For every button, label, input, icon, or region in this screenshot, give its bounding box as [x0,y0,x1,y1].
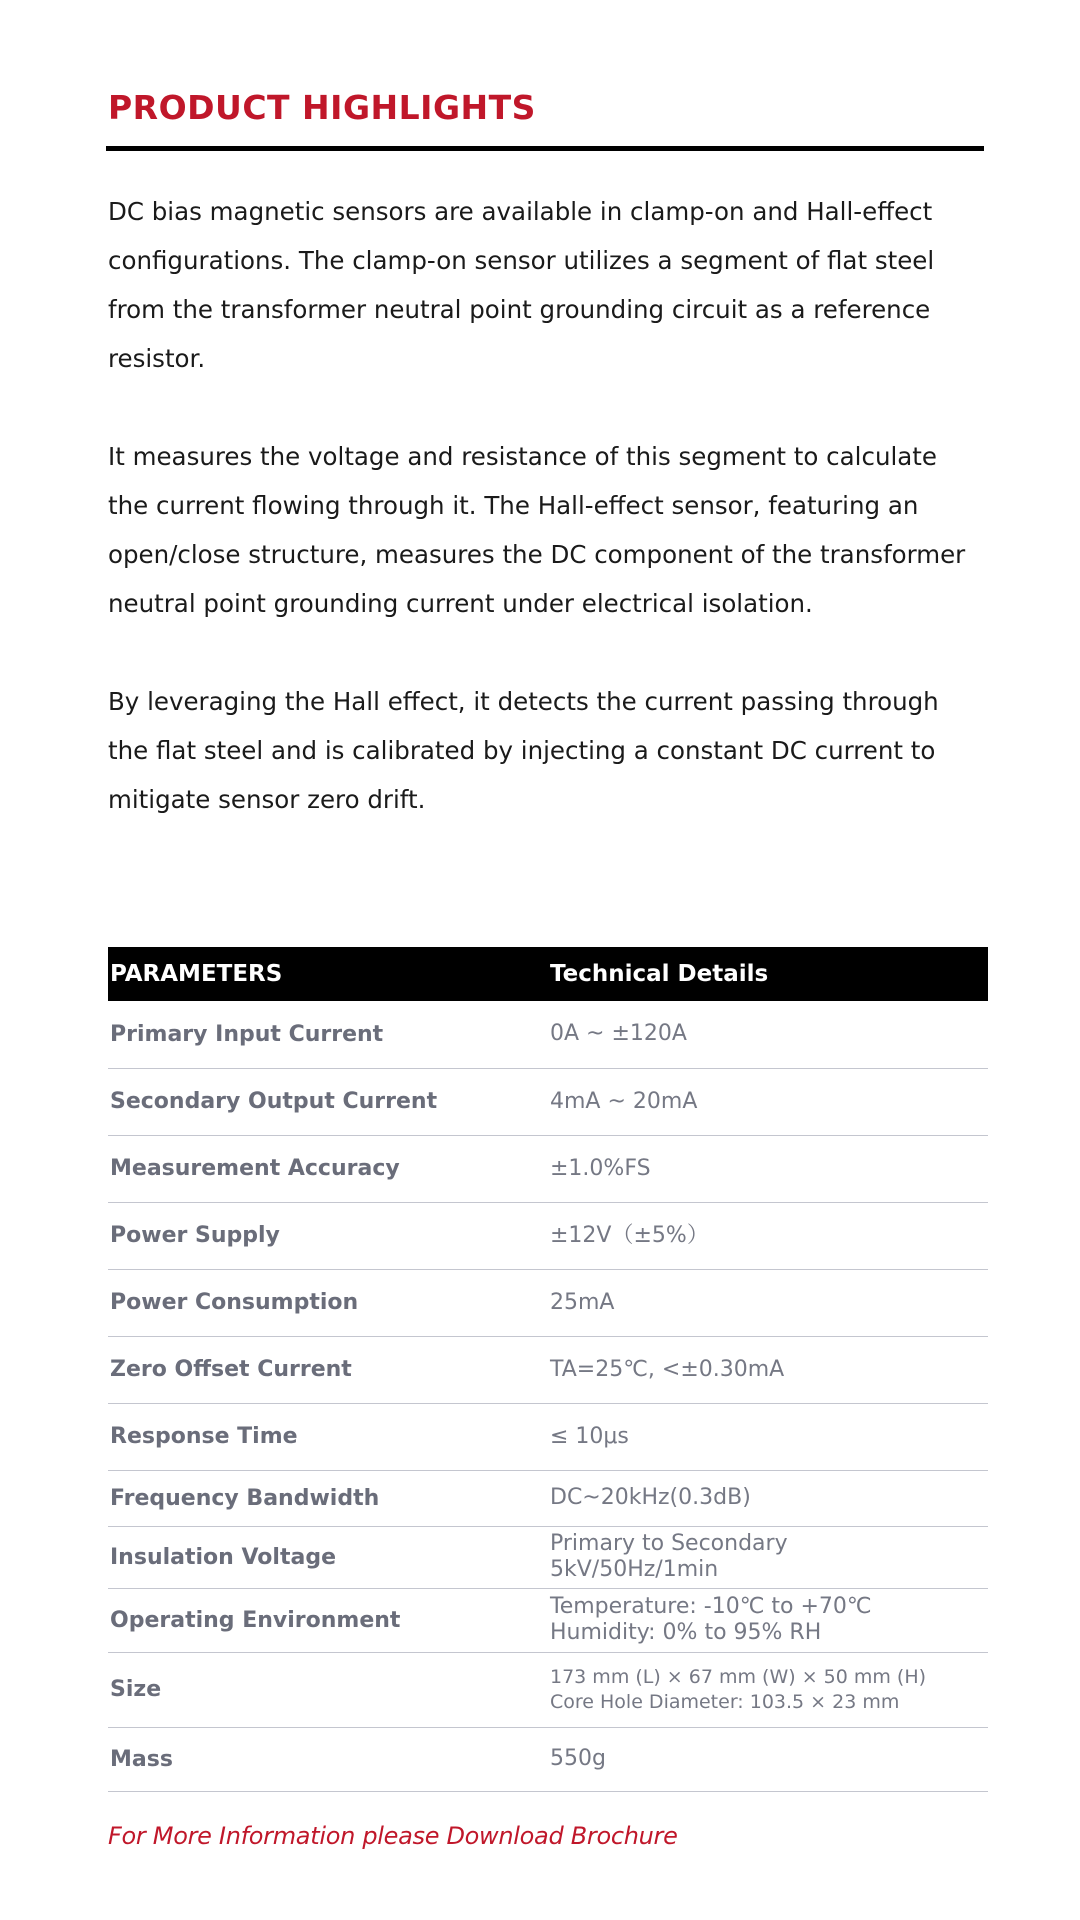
value-line: Temperature: -10℃ to +70℃ [550,1594,872,1619]
header-technical-details: Technical Details [548,947,988,1001]
parameter-value [548,1202,988,1269]
spec-table-header [108,947,988,1001]
parameter-name: Insulation Voltage [108,1526,548,1588]
table-row [108,1727,988,1791]
download-brochure-link[interactable]: For More Information please Download Brochure [108,1822,678,1850]
parameter-value [548,1526,988,1588]
table-row [108,1001,988,1068]
description [108,187,984,824]
table-row [108,1269,988,1336]
parameter-value [548,1403,988,1470]
table-row [108,1526,988,1588]
parameter-value [548,1588,988,1652]
parameter-name: Primary Input Current [108,1001,548,1068]
table-row [108,1068,988,1135]
value-line: Humidity: 0% to 95% RH [550,1620,822,1645]
header-parameters: PARAMETERS [108,947,548,1001]
parameter-name: Mass [108,1727,548,1791]
table-row [108,1588,988,1652]
value-line: DC~20kHz(0.3dB) [550,1485,751,1510]
value-line: 173 mm (L) × 67 mm (W) × 50 mm (H) [550,1665,927,1688]
parameter-value [548,1470,988,1526]
parameter-value [548,1652,988,1727]
table-row [108,1202,988,1269]
table-row [108,1135,988,1202]
value-line: TA=25℃, <±0.30mA [550,1356,785,1382]
value-line: 25mA [550,1289,615,1315]
value-line: ±1.0%FS [550,1155,651,1181]
parameter-name: Secondary Output Current [108,1068,548,1135]
parameter-name: Power Supply [108,1202,548,1269]
table-row [108,1652,988,1727]
parameter-name: Measurement Accuracy [108,1135,548,1202]
value-line: Primary to Secondary [550,1531,788,1556]
value-line: 4mA ~ 20mA [550,1088,698,1114]
parameter-value [548,1269,988,1336]
heading-divider [106,146,984,151]
parameter-name: Frequency Bandwidth [108,1470,548,1526]
value-line: ±12V（±5%） [550,1222,709,1248]
spec-table-body [108,1001,988,1791]
parameter-value [548,1135,988,1202]
parameter-name: Size [108,1652,548,1727]
parameter-name: Zero Offset Current [108,1336,548,1403]
value-line: 0A ~ ±120A [550,1021,687,1047]
spec-table [108,947,988,1792]
value-line: 5kV/50Hz/1min [550,1557,719,1582]
product-highlights-section [108,0,984,1850]
description-paragraph-3: By leveraging the Hall effect, it detects the current passing through the flat steel and is calibrated by injecting a constant DC current to mitigate sensor zero drift. [108,687,939,814]
parameter-name: Operating Environment [108,1588,548,1652]
parameter-value [548,1727,988,1791]
parameter-value [548,1068,988,1135]
description-paragraph-2: It measures the voltage and resistance of this segment to calculate the current flowing through it. The Hall-effect sensor, featuring an open/close structure, measures the DC component of the transformer neutral point grounding current under electrical isolation. [108,442,966,618]
section-heading: PRODUCT HIGHLIGHTS [108,88,536,127]
parameter-value [548,1336,988,1403]
table-row [108,1403,988,1470]
value-line: Core Hole Diameter: 103.5 × 23 mm [550,1690,900,1713]
description-paragraph-1: DC bias magnetic sensors are available in clamp-on and Hall-effect configurations. The clamp-on sensor utilizes a segment of flat steel from the transformer neutral point grounding circuit as a reference resistor. [108,197,935,373]
value-line: 550g [550,1746,606,1771]
value-line: ≤ 10μs [550,1423,629,1449]
table-row [108,1470,988,1526]
parameter-name: Power Consumption [108,1269,548,1336]
parameter-name: Response Time [108,1403,548,1470]
table-row [108,1336,988,1403]
parameter-value [548,1001,988,1068]
